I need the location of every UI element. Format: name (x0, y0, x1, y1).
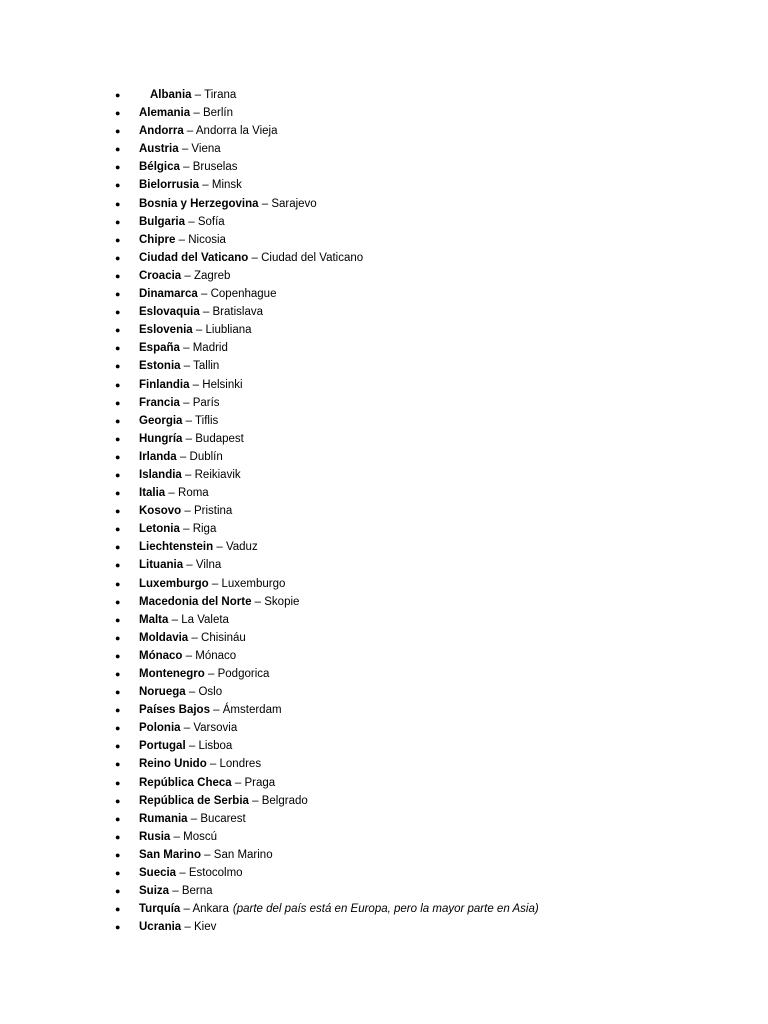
bullet-icon: ● (115, 144, 121, 155)
separator: – (248, 794, 262, 807)
list-item-text (139, 104, 233, 122)
capital-name: La Valeta (181, 613, 229, 626)
list-item-text (139, 339, 228, 357)
separator: – (176, 867, 189, 880)
country-name: Albania (150, 89, 192, 101)
country-name: Georgia (139, 414, 183, 427)
list-item-text (139, 448, 223, 466)
list-item-text (139, 665, 269, 683)
separator: – (181, 921, 194, 934)
country-name: República Checa (139, 776, 232, 789)
list-item-text (139, 629, 246, 647)
capital-name: Pristina (193, 505, 233, 518)
separator: – (183, 559, 196, 572)
capital-name: Belgrado (261, 794, 308, 807)
country-name: Ucrania (139, 921, 182, 934)
separator: – (189, 378, 203, 391)
separator: – (187, 812, 201, 825)
bullet-icon: ● (115, 868, 121, 879)
separator: – (180, 360, 194, 373)
list-item-text (139, 213, 225, 231)
capital-name: Reikiavik (194, 468, 241, 481)
bullet-icon: ● (115, 270, 121, 281)
country-name: Luxemburgo (139, 577, 209, 590)
country-name: Rusia (139, 830, 171, 843)
list-item-text (139, 176, 242, 194)
bullet-icon: ● (115, 451, 121, 462)
list-item-text (139, 683, 222, 701)
list-item-text (139, 611, 229, 629)
country-name: Estonia (139, 360, 181, 373)
country-name: Italia (139, 487, 166, 500)
bullet-icon: ● (115, 307, 121, 318)
list-item-text (139, 412, 218, 430)
country-name: Finlandia (139, 378, 190, 391)
list-item-text (139, 864, 243, 882)
country-name: Dinamarca (139, 288, 198, 301)
separator: – (258, 197, 272, 210)
separator: – (209, 704, 223, 717)
capital-name: San Marino (213, 848, 273, 861)
list-item-text (139, 701, 282, 719)
bullet-icon: ● (115, 614, 121, 625)
list-item-text (139, 303, 263, 321)
list-item-text (139, 918, 216, 936)
separator: – (179, 523, 193, 536)
list-item-text (139, 593, 299, 611)
country-name: Rumania (139, 812, 188, 825)
bullet-icon: ● (115, 831, 121, 842)
separator: – (190, 107, 203, 120)
bullet-icon: ● (115, 759, 121, 770)
country-name: Francia (139, 396, 180, 409)
bullet-icon: ● (115, 560, 121, 571)
separator: – (181, 505, 194, 518)
list-item-text (139, 140, 221, 158)
separator: – (208, 577, 222, 590)
capital-name: Tallin (193, 360, 220, 373)
list-item-text (139, 195, 317, 213)
capital-name: Chisináu (201, 631, 246, 644)
separator: – (182, 649, 196, 662)
list-item-text (139, 882, 213, 900)
capital-name: Zagreb (193, 269, 231, 282)
bullet-icon: ● (115, 849, 121, 860)
bullet-icon: ● (115, 216, 121, 227)
list-item-text (150, 86, 236, 104)
bullet-icon: ● (115, 578, 121, 589)
country-name: Países Bajos (139, 704, 210, 717)
list-item-text (139, 321, 252, 339)
capital-name: Roma (178, 487, 209, 500)
capital-name: Estocolmo (188, 867, 243, 880)
bullet-icon: ● (115, 669, 121, 679)
separator: – (182, 432, 196, 445)
separator: – (199, 306, 213, 319)
list-item-text (139, 810, 246, 828)
separator: – (182, 414, 196, 427)
capital-name: Ciudad del Vaticano (261, 251, 364, 264)
bullet-icon: ● (115, 90, 121, 100)
capital-name: Nicosia (188, 233, 226, 246)
list-item-text (139, 647, 236, 665)
capital-name: Skopie (264, 595, 300, 608)
capital-name: Moscú (183, 830, 217, 843)
separator: – (179, 342, 193, 355)
capital-name: Bucarest (200, 812, 246, 825)
capital-name: Viena (191, 143, 221, 156)
capital-name: Copenhague (210, 288, 277, 301)
country-name: Portugal (139, 740, 186, 753)
country-name: Eslovaquia (139, 306, 200, 319)
bullet-icon: ● (115, 777, 121, 788)
separator: – (206, 758, 220, 771)
capital-name: Liubliana (205, 324, 252, 337)
country-name: Malta (139, 613, 169, 626)
bullet-icon: ● (115, 922, 121, 933)
separator: – (181, 468, 195, 481)
bullet-icon: ● (115, 542, 121, 553)
separator: – (188, 631, 202, 644)
bullet-icon: ● (115, 687, 121, 698)
bullet-icon: ● (115, 379, 121, 390)
capital-name: Kiev (193, 921, 217, 934)
bullet-icon: ● (115, 198, 121, 209)
country-name: San Marino (139, 848, 201, 861)
bullet-icon: ● (115, 506, 121, 517)
separator: – (185, 215, 198, 228)
capital-name: Oslo (198, 686, 223, 699)
bullet-icon: ● (115, 180, 121, 191)
capital-name: Podgorica (217, 668, 270, 680)
list-item-text (139, 484, 209, 502)
separator: – (192, 324, 206, 337)
capital-name: Dublín (189, 450, 223, 463)
country-name: Croacia (139, 269, 182, 282)
separator: – (179, 396, 193, 409)
list-item-text (139, 792, 308, 810)
list-item-text (139, 556, 221, 574)
bullet-icon: ● (115, 415, 121, 426)
bullet-icon: ● (115, 741, 121, 752)
capital-name: Helsinki (202, 378, 243, 391)
list-item-text (139, 158, 237, 176)
country-name: Islandia (139, 468, 182, 481)
separator: – (248, 251, 262, 264)
bullet-icon: ● (115, 886, 121, 897)
country-name: Alemania (139, 107, 191, 120)
country-name: Bielorrusia (139, 179, 200, 192)
bullet-icon: ● (115, 343, 121, 354)
list-item-text (139, 575, 285, 593)
separator: – (165, 487, 179, 500)
country-name: Hungría (139, 432, 183, 445)
separator: – (180, 722, 194, 735)
capital-name: Praga (244, 776, 276, 789)
country-name: Reino Unido (139, 758, 207, 771)
capital-name: Madrid (192, 342, 228, 355)
bullet-icon: ● (115, 397, 121, 408)
capital-name: Budapest (195, 432, 244, 445)
country-name: Chipre (139, 233, 176, 246)
list-item-text (139, 430, 244, 448)
country-name: Lituania (139, 559, 184, 572)
list-item-text (139, 285, 276, 303)
list-item-text (139, 755, 261, 773)
country-name: Eslovenia (139, 324, 193, 337)
list-item-text (139, 502, 232, 520)
list-item-text (139, 249, 363, 267)
separator: – (191, 89, 205, 101)
capital-name: Bratislava (212, 306, 264, 319)
country-name: España (139, 342, 180, 355)
country-name: Irlanda (139, 450, 177, 463)
separator: – (168, 613, 182, 626)
separator: – (176, 450, 190, 463)
separator: – (199, 179, 212, 192)
bullet-icon: ● (115, 108, 121, 119)
separator: – (175, 233, 189, 246)
capital-name: Minsk (211, 179, 242, 192)
separator: – (213, 541, 226, 554)
country-name: Bélgica (139, 161, 180, 174)
country-name: Bosnia y Herzegovina (139, 197, 259, 210)
list-item-text (139, 122, 278, 140)
separator: – (178, 143, 192, 156)
bullet-icon: ● (115, 289, 121, 300)
list-item-text (139, 394, 220, 412)
list-item-text (139, 538, 258, 556)
bullet-icon: ● (115, 723, 121, 734)
capital-name: Riga (192, 523, 217, 536)
list-item-text (139, 828, 217, 846)
separator: – (251, 595, 265, 608)
capital-name: Sofía (197, 215, 225, 228)
separator: – (185, 740, 199, 753)
capital-name: Varsovia (193, 722, 238, 735)
bullet-icon: ● (115, 162, 121, 173)
bullet-icon: ● (115, 488, 121, 499)
list-item-text (139, 231, 226, 249)
country-name: Austria (139, 143, 179, 156)
list-item-text (139, 719, 237, 737)
list-item-text (139, 376, 243, 394)
bullet-icon: ● (115, 813, 121, 824)
bullet-icon: ● (115, 433, 121, 444)
list-item-text (139, 900, 539, 918)
bullet-icon: ● (115, 252, 121, 263)
capital-name: Bruselas (192, 161, 238, 174)
country-name: Polonia (139, 722, 181, 735)
separator: – (170, 830, 184, 843)
capital-name: Andorra la Vieja (195, 125, 278, 138)
country-name: Mónaco (139, 649, 183, 662)
capital-name: Berlín (202, 107, 233, 120)
bullet-icon: ● (115, 126, 121, 137)
bullet-icon: ● (115, 795, 121, 806)
bullet-icon: ● (115, 524, 121, 535)
capital-name: Vilna (195, 559, 222, 572)
separator: – (185, 686, 199, 699)
country-name: Moldavia (139, 631, 189, 644)
capital-name: París (192, 396, 220, 409)
list-item-text (139, 466, 241, 484)
separator: – (180, 903, 193, 916)
country-name: Suecia (139, 867, 177, 880)
capital-name: Ankara (192, 903, 229, 916)
country-name: Andorra (139, 125, 184, 138)
capital-name: Luxemburgo (221, 577, 286, 590)
item-note: (parte del país está en Europa, pero la mayor parte en Asia) (232, 903, 539, 916)
country-name: Letonia (139, 523, 180, 536)
bullet-icon: ● (115, 705, 121, 716)
capital-name: Vaduz (225, 541, 258, 554)
country-name: Kosovo (139, 505, 182, 518)
capital-name: Londres (219, 758, 262, 771)
bullet-icon: ● (115, 632, 121, 643)
separator: – (181, 269, 194, 282)
capital-name: Ámsterdam (222, 704, 282, 717)
country-name: República de Serbia (139, 794, 249, 807)
capital-name: Sarajevo (271, 197, 317, 210)
separator: – (179, 161, 193, 174)
country-name: Suiza (139, 885, 170, 898)
list-item-text (139, 737, 232, 755)
bullet-icon: ● (115, 325, 121, 336)
bullet-icon: ● (115, 650, 121, 661)
country-name: Liechtenstein (139, 541, 214, 554)
list-item-text (139, 774, 275, 792)
list-item-text (139, 846, 273, 864)
capital-name: Berna (181, 885, 213, 898)
separator: – (169, 885, 182, 898)
capital-name: Tirana (204, 89, 237, 101)
bullet-icon: ● (115, 469, 121, 480)
bullet-icon: ● (115, 904, 121, 915)
list-item-text (139, 357, 219, 375)
capital-name: Tiflis (195, 414, 219, 427)
country-name: Noruega (139, 686, 186, 699)
country-name: Ciudad del Vaticano (139, 251, 249, 264)
country-name: Montenegro (139, 668, 205, 680)
separator: – (200, 848, 214, 861)
separator: – (197, 288, 211, 301)
bullet-icon: ● (115, 361, 121, 372)
list-item-text (139, 520, 216, 538)
bullet-icon: ● (115, 234, 121, 245)
country-name: Turquía (139, 903, 181, 916)
capital-name: Mónaco (195, 649, 237, 662)
separator: – (231, 776, 245, 789)
country-name: Bulgaria (139, 215, 186, 228)
country-name: Macedonia del Norte (139, 595, 252, 608)
capital-name: Lisboa (198, 740, 233, 753)
list-item-text (139, 267, 230, 285)
bullet-icon: ● (115, 596, 121, 607)
separator: – (204, 668, 218, 680)
separator: – (183, 125, 196, 138)
